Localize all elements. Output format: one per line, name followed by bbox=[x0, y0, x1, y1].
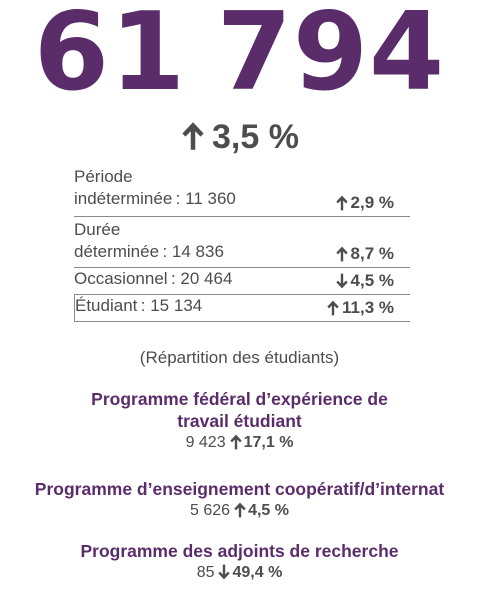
table-row bbox=[74, 295, 410, 322]
table-row bbox=[74, 166, 410, 217]
arrow-up-icon bbox=[335, 246, 349, 262]
program-name: Programme d’enseignement coopératif/d’internat bbox=[34, 479, 445, 499]
program-change: 17,1 % bbox=[243, 434, 294, 451]
arrow-up-icon bbox=[233, 502, 247, 518]
total-change bbox=[0, 116, 479, 158]
program-count: 9 423 bbox=[185, 434, 226, 451]
row-change bbox=[335, 243, 394, 265]
arrow-up-icon bbox=[180, 121, 206, 151]
row-change-value: 8,7 % bbox=[350, 244, 394, 263]
program-count: 5 626 bbox=[190, 502, 231, 519]
arrow-up-icon bbox=[335, 195, 349, 211]
arrow-up-icon bbox=[326, 300, 340, 316]
total-change-value: 3,5 % bbox=[212, 118, 299, 156]
program-item bbox=[0, 478, 479, 522]
row-change bbox=[326, 297, 394, 319]
row-label-line1: Durée bbox=[74, 220, 121, 239]
row-label-line2: déterminée : 14 836 bbox=[74, 242, 224, 261]
row-label: Occasionnel : 20 464 bbox=[74, 269, 233, 288]
program-stats bbox=[0, 432, 479, 454]
program-change: 49,4 % bbox=[232, 564, 283, 581]
row-label-line1: Période bbox=[74, 167, 133, 186]
program-stats bbox=[0, 562, 479, 584]
employment-breakdown-table bbox=[74, 166, 410, 322]
program-item bbox=[0, 388, 479, 454]
program-item bbox=[0, 540, 479, 584]
total-employees-number: 61 794 bbox=[33, 0, 446, 115]
program-name: Programme des adjoints de recherche bbox=[80, 541, 399, 561]
program-name: Programme fédéral d’expérience de travail étudiant bbox=[91, 389, 388, 431]
row-label-line2: indéterminée : 11 360 bbox=[74, 189, 236, 208]
table-row bbox=[74, 268, 410, 295]
row-label: Étudiant : 15 134 bbox=[75, 296, 203, 315]
row-change-value: 2,9 % bbox=[350, 193, 394, 212]
row-label bbox=[74, 166, 304, 210]
program-stats bbox=[0, 500, 479, 522]
students-section-title: (Répartition des étudiants) bbox=[139, 348, 340, 367]
row-change bbox=[335, 270, 394, 292]
table-row bbox=[74, 217, 410, 268]
program-change: 4,5 % bbox=[248, 502, 289, 519]
arrow-down-icon bbox=[335, 273, 349, 289]
row-change-value: 11,3 % bbox=[342, 298, 394, 317]
row-change bbox=[335, 192, 394, 214]
arrow-up-icon bbox=[229, 434, 243, 450]
row-label bbox=[74, 219, 304, 263]
row-change-value: 4,5 % bbox=[350, 271, 394, 290]
program-count: 85 bbox=[196, 564, 215, 581]
arrow-down-icon bbox=[217, 564, 231, 580]
